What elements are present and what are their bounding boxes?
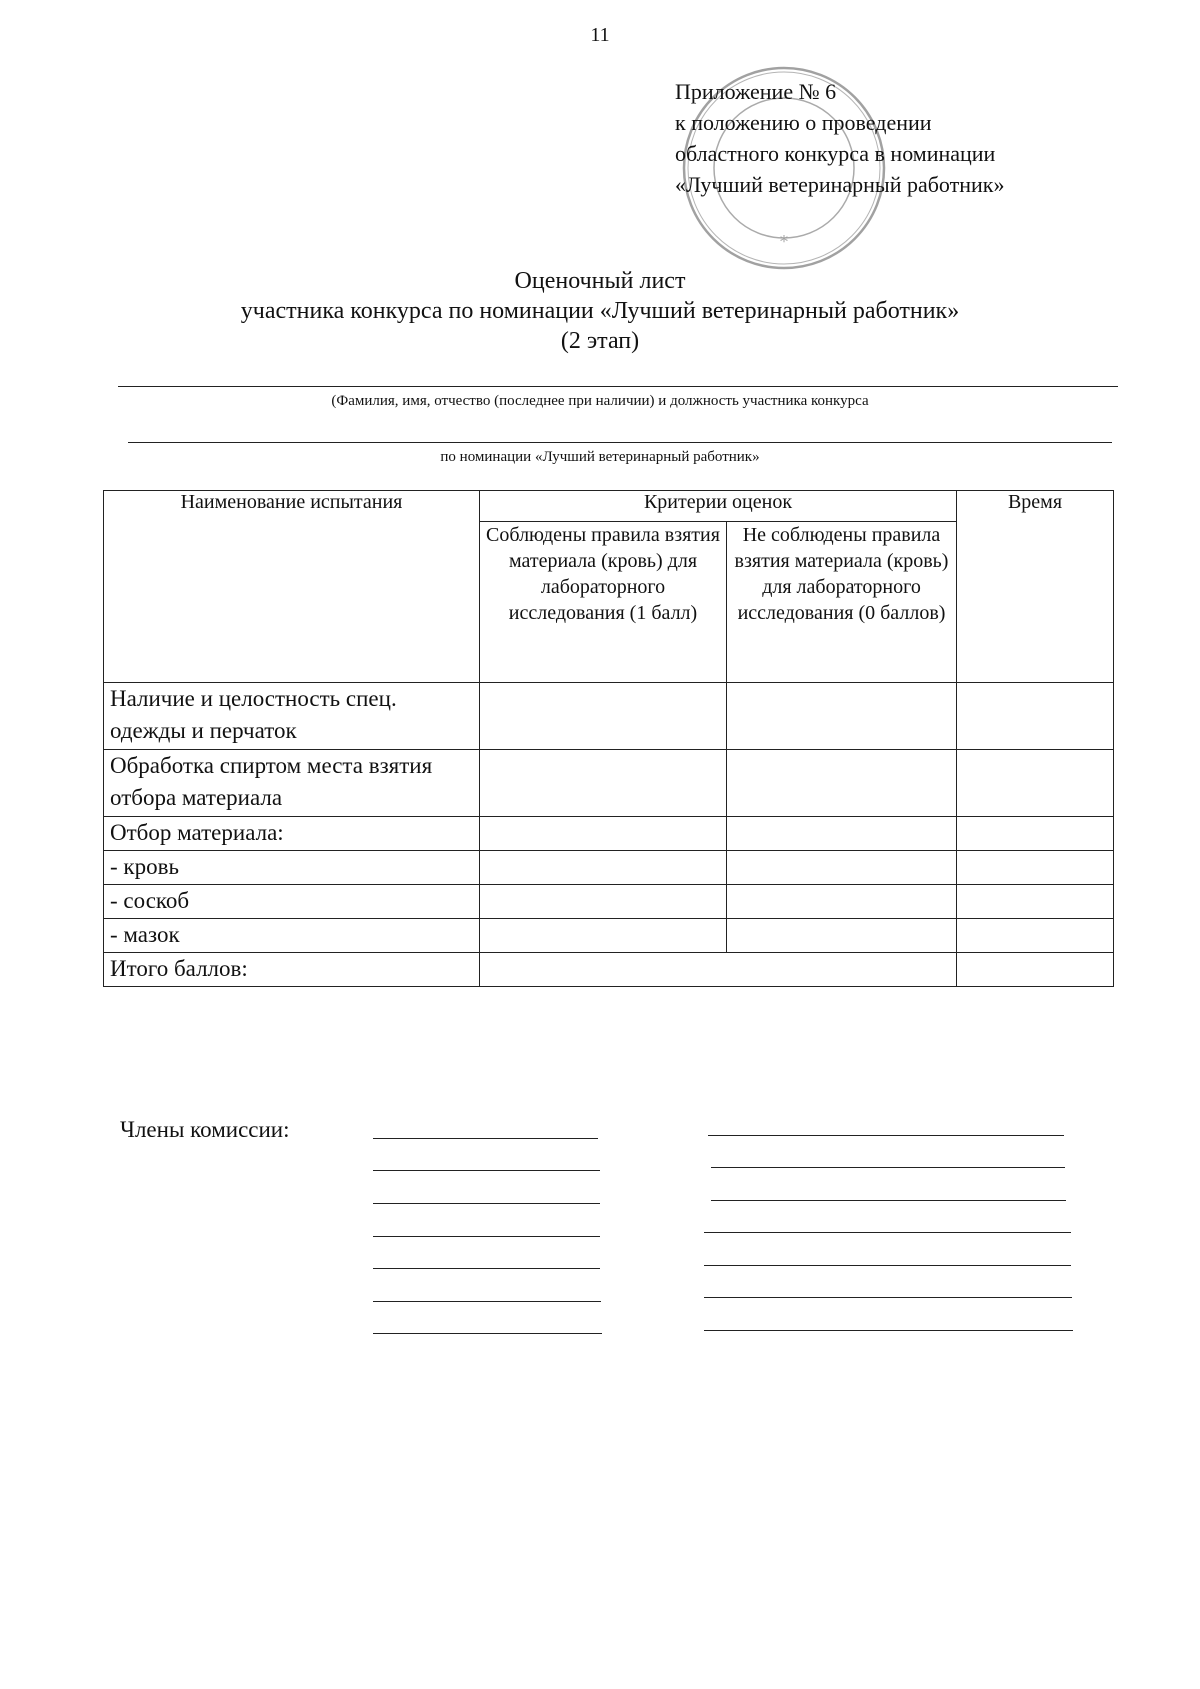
score-cell[interactable] <box>480 885 727 919</box>
score-cell[interactable] <box>727 919 957 953</box>
total-row <box>104 953 1114 987</box>
header-test-name: Наименование испытания <box>104 491 480 683</box>
signature-line <box>373 1138 598 1139</box>
signature-line <box>373 1203 600 1204</box>
table-row <box>104 885 1114 919</box>
score-cell[interactable] <box>480 683 727 750</box>
score-cell[interactable] <box>727 683 957 750</box>
header-criterion-not-met: Не соблюдены правила взятия материала (кровь) для лабораторного исследования (0 баллов) <box>727 522 957 683</box>
score-cell[interactable] <box>727 885 957 919</box>
appendix-line: «Лучший ветеринарный работник» <box>675 172 1005 197</box>
appendix-header <box>675 76 1004 200</box>
time-cell[interactable] <box>957 919 1114 953</box>
header-criterion-met: Соблюдены правила взятия материала (кровь) для лабораторного исследования (1 балл) <box>480 522 727 683</box>
table-row <box>104 750 1114 817</box>
document-title <box>0 266 1200 356</box>
title-line: участника конкурса по номинации «Лучший ветеринарный работник» <box>240 298 960 324</box>
evaluation-table <box>103 490 1114 987</box>
row-label: - мазок <box>104 919 480 953</box>
appendix-line: Приложение № 6 <box>675 79 837 104</box>
header-criteria: Критерии оценок <box>480 491 957 522</box>
signature-line <box>711 1167 1065 1168</box>
participant-caption: (Фамилия, имя, отчество (последнее при наличии) и должность участника конкурса <box>331 393 869 409</box>
signature-line <box>711 1200 1066 1201</box>
row-label: - соскоб <box>104 885 480 919</box>
signature-line <box>704 1265 1071 1266</box>
signature-line <box>373 1301 601 1302</box>
time-cell[interactable] <box>957 817 1114 851</box>
signature-line <box>704 1232 1071 1233</box>
total-score-cell[interactable] <box>480 953 957 987</box>
signature-line <box>373 1268 600 1269</box>
title-line: (2 этап) <box>560 328 640 354</box>
table-row <box>104 919 1114 953</box>
total-label: Итого баллов: <box>104 953 480 987</box>
participant-name-line <box>118 386 1118 387</box>
nomination-line <box>128 442 1112 443</box>
commission-label: Члены комиссии: <box>120 1117 290 1142</box>
nomination-caption: по номинации «Лучший ветеринарный работник» <box>440 449 760 465</box>
time-cell[interactable] <box>957 851 1114 885</box>
score-cell[interactable] <box>727 851 957 885</box>
signature-line <box>373 1333 602 1334</box>
score-cell[interactable] <box>727 750 957 817</box>
row-label: Отбор материала: <box>104 817 480 851</box>
score-cell[interactable] <box>727 817 957 851</box>
header-time: Время <box>957 491 1114 683</box>
score-cell[interactable] <box>480 750 727 817</box>
table-row <box>104 683 1114 750</box>
time-cell[interactable] <box>957 683 1114 750</box>
appendix-line: к положению о проведении <box>675 110 932 135</box>
signature-line <box>708 1135 1064 1136</box>
signature-line <box>373 1236 600 1237</box>
signature-line <box>704 1297 1072 1298</box>
svg-text:*: * <box>780 232 788 251</box>
table-row <box>104 851 1114 885</box>
score-cell[interactable] <box>480 817 727 851</box>
signature-line <box>373 1170 600 1171</box>
row-label: - кровь <box>104 851 480 885</box>
signature-line <box>704 1330 1073 1331</box>
score-cell[interactable] <box>480 851 727 885</box>
score-cell[interactable] <box>480 919 727 953</box>
time-cell[interactable] <box>957 750 1114 817</box>
row-label: Наличие и целостность спец. одежды и перчаток <box>104 683 480 750</box>
total-time-cell[interactable] <box>957 953 1114 987</box>
page-number: 11 <box>590 24 610 46</box>
table-row <box>104 817 1114 851</box>
row-label: Обработка спиртом места взятия отбора материала <box>104 750 480 817</box>
appendix-line: областного конкурса в номинации <box>675 141 996 166</box>
time-cell[interactable] <box>957 885 1114 919</box>
title-line: Оценочный лист <box>514 268 686 294</box>
